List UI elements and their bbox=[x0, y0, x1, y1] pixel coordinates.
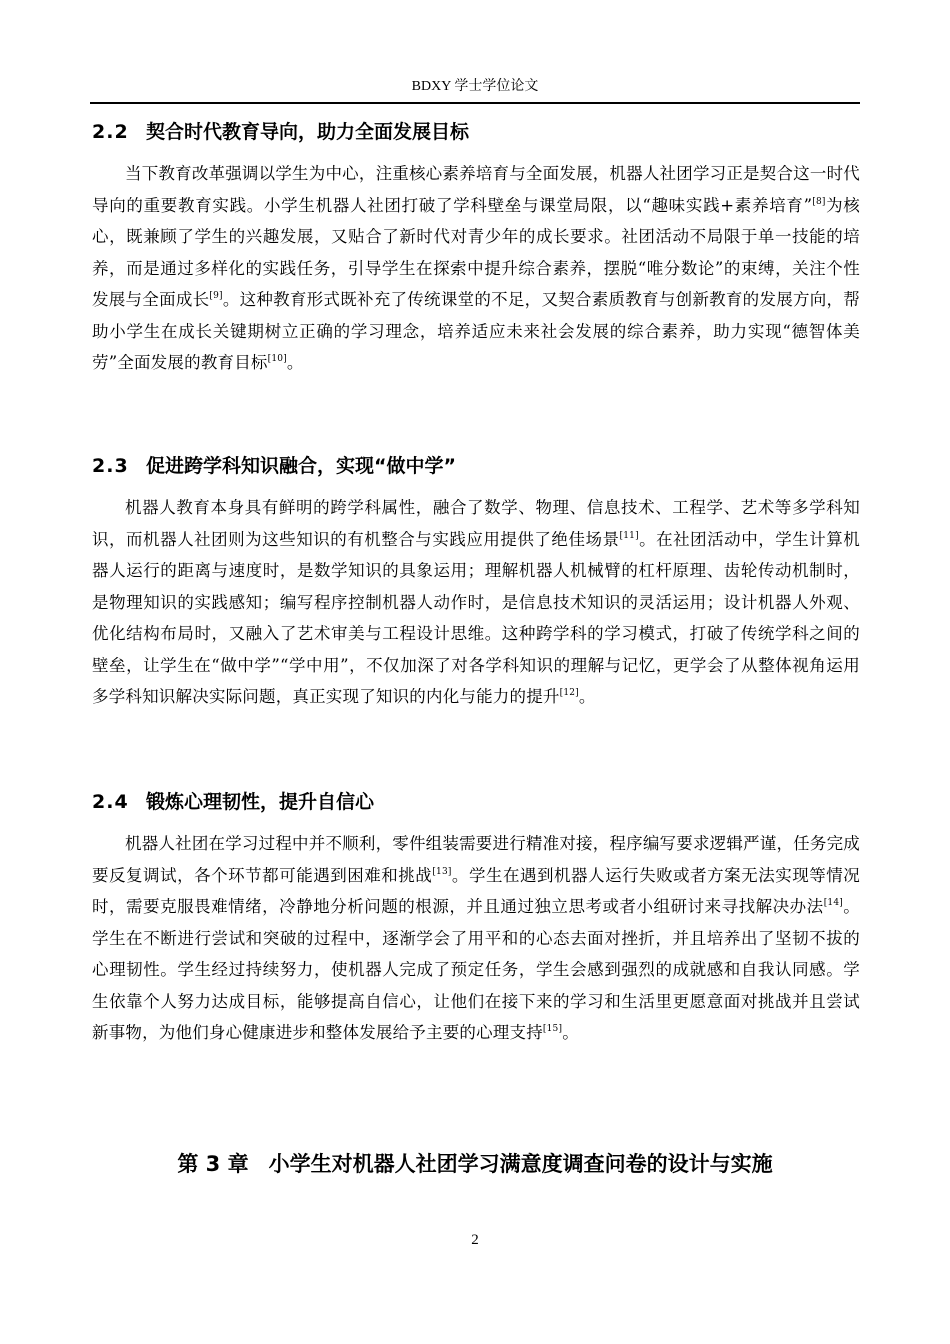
paragraph-text: 。 bbox=[562, 1023, 579, 1042]
section-number: 2.3 bbox=[92, 455, 129, 477]
paragraph-text: 。 bbox=[578, 687, 596, 706]
chapter-number: 第 3 章 bbox=[177, 1152, 249, 1176]
paragraph-text: 。学生在遇到机器人运行失败或者方案无法实现等情况时，需要克服畏难情绪，冷静地分析问题的根源，并且通过独立思考或者小组研讨来寻找解决办法 bbox=[92, 865, 860, 916]
section-number: 2.2 bbox=[92, 121, 129, 143]
paragraph-text: 。这种教育形式既补充了传统课堂的不足，又契合素质教育与创新教育的发展方向，帮助小学生在成长关键期树立正确的学习理念，培养适应未来社会发展的综合素养，助力实现“德智体美劳”全面发展的教育目标 bbox=[92, 290, 860, 372]
section-2-2 bbox=[92, 118, 860, 379]
paragraph-text: 为核心，既兼顾了学生的兴趣发展，又贴合了新时代对青少年的成长要求。社团活动不局限于单一技能的培养，而是通过多样化的实践任务，引导学生在探索中提升综合素养，摆脱“唯分数论”的束缚，关注个性发展与全面成长 bbox=[92, 195, 861, 309]
paragraph-text: 机器人教育本身具有鲜明的跨学科属性，融合了数学、物理、信息技术、工程学、艺术等多学科知识，而机器人社团则为这些知识的有机整合与实践应用提供了绝佳场景 bbox=[92, 498, 860, 549]
citation-ref: [8] bbox=[812, 196, 826, 207]
section-title: 促进跨学科知识融合，实现“做中学” bbox=[146, 455, 456, 477]
section-heading bbox=[92, 452, 860, 480]
citation-ref: [14] bbox=[823, 898, 843, 908]
paragraph-text: 。在社团活动中，学生计算机器人运行的距离与速度时，是数学知识的具象运用；理解机器人机械臂的杠杆原理、齿轮传动机制时，是物理知识的实践感知；编写程序控制机器人动作时，是信息技术知识的灵活运用；设计机器人外观、优化结构布局时，又融入了艺术审美与工程设计思维。这种跨学科的学习模式，打破了传统学科之间的壁垒，让学生在“做中学”“学中用”，不仅加深了对各学科知识的理解与记忆，更学会了从整体视角运用多学科知识解决实际问题，真正实现了知识的内化与能力的提升 bbox=[92, 529, 860, 706]
paragraph-text: 。学生在不断进行尝试和突破的过程中，逐渐学会了用平和的心态去面对挫折，并且培养出了坚韧不拔的心理韧性。学生经过持续努力，使机器人完成了预定任务，学生会感到强烈的成就感和自我认同感。学生依靠个人努力达成目标，能够提高自信心，让他们在接下来的学习和生活里更愿意面对挑战并且尝试新事物，为他们身心健康进步和整体发展给予主要的心理支持 bbox=[92, 897, 861, 1042]
citation-ref: [12] bbox=[559, 688, 579, 698]
page-number: 2 bbox=[471, 1232, 479, 1248]
section-heading bbox=[92, 788, 860, 816]
section-heading bbox=[92, 118, 860, 146]
citation-ref: [15] bbox=[542, 1024, 563, 1034]
section-title: 契合时代教育导向，助力全面发展目标 bbox=[146, 121, 470, 143]
citation-ref: [9] bbox=[209, 291, 223, 301]
chapter-title: 小学生对机器人社团学习满意度调查问卷的设计与实施 bbox=[268, 1152, 773, 1176]
paragraph-text: 当下教育改革强调以学生为中心，注重核心素养培育与全面发展，机器人社团学习正是契合这一时代导向的重要教育实践。小学生机器人社团打破了学科壁垒与课堂局限，以“趣味实践+素养培育” bbox=[92, 164, 860, 215]
citation-ref: [11] bbox=[619, 530, 639, 541]
body-paragraph bbox=[92, 158, 860, 379]
section-number: 2.4 bbox=[92, 791, 129, 813]
paragraph-text: 。 bbox=[286, 353, 304, 372]
citation-ref: [13] bbox=[432, 866, 452, 877]
section-2-4 bbox=[92, 788, 860, 1049]
paragraph-text: 机器人社团在学习过程中并不顺利，零件组装需要进行精准对接，程序编写要求逻辑严谨，任务完成要反复调试，各个环节都可能遇到困难和挑战 bbox=[92, 834, 860, 885]
chapter-heading bbox=[0, 1148, 950, 1178]
section-title: 锻炼心理韧性，提升自信心 bbox=[146, 791, 375, 813]
body-paragraph bbox=[92, 828, 860, 1049]
running-header: BDXY 学士学位论文 bbox=[90, 74, 860, 104]
citation-ref: [10] bbox=[267, 354, 287, 364]
body-paragraph bbox=[92, 492, 860, 713]
section-2-3 bbox=[92, 452, 860, 713]
